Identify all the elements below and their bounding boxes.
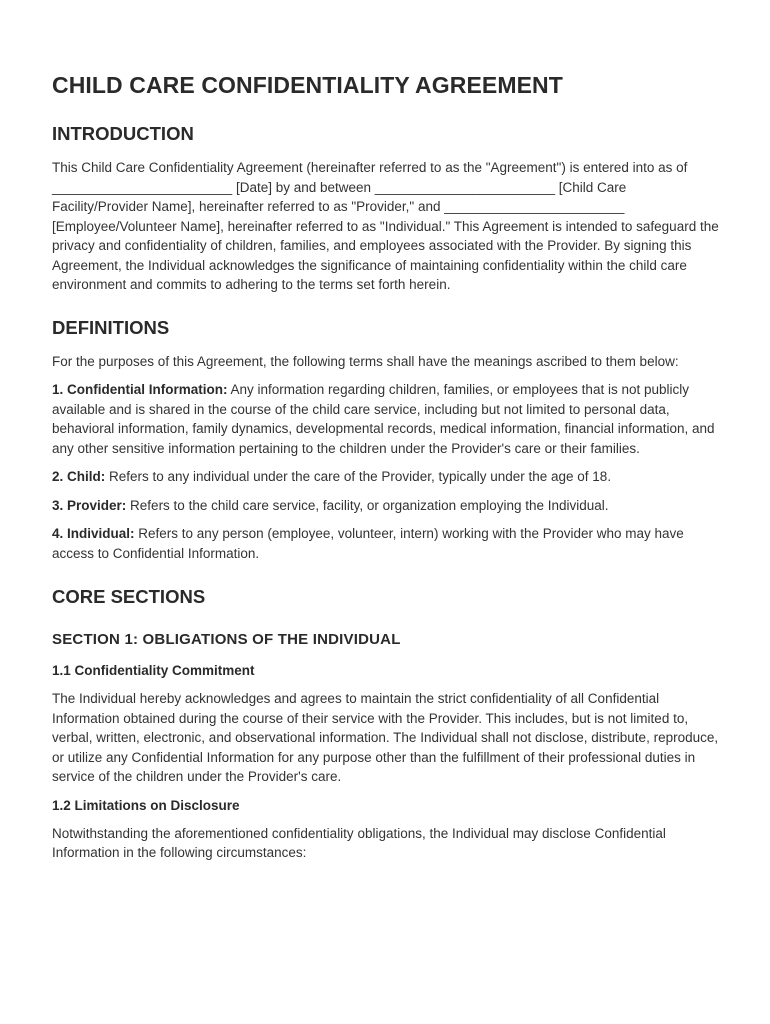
document-title: CHILD CARE CONFIDENTIALITY AGREEMENT [52, 72, 563, 98]
definition-provider [52, 496, 722, 516]
core-sections-heading: CORE SECTIONS [52, 586, 206, 607]
definition-term: 3. Provider: [52, 497, 127, 513]
introduction-heading: INTRODUCTION [52, 123, 194, 144]
subsection-1-1-heading: 1.1 Confidentiality Commitment [52, 663, 255, 678]
definition-confidential-information [52, 380, 722, 458]
definition-text: Refers to the child care service, facility, or organization employing the Individual. [130, 497, 609, 513]
definition-term: 2. Child: [52, 469, 106, 484]
definition-term: 4. Individual: [52, 526, 135, 541]
subsection-1-2-heading: 1.2 Limitations on Disclosure [52, 797, 240, 813]
definition-term: 1. Confidential Information: [52, 382, 228, 397]
definition-child [52, 467, 722, 487]
definitions-intro: For the purposes of this Agreement, the following terms shall have the meanings ascribed to them below: [52, 353, 679, 369]
subsection-1-2-paragraph: Notwithstanding the aforementioned confidentiality obligations, the Individual may disclose Confidential Information in the following circumstances: [52, 825, 666, 860]
introduction-paragraph: This Child Care Confidentiality Agreement (hereinafter referred to as the "Agreement") is entered into as of ________________________ [Date] by and between ________________________ [Child Care Facility/Provider Name], hereinafter referred to as "Provider," and ________________________ [Employee/Volunteer Name], hereinafter referred to as "Individual." This Agreement is intended to safeguard the privacy and confidentiality of children, families, and employees associated with the Provider. By signing this Agreement, the Individual acknowledges the significance of maintaining confidentiality within the child care environment and commits to adhering to the terms set forth herein. [52, 160, 719, 292]
definition-text: Refers to any individual under the care of the Provider, typically under the age of 18. [109, 469, 612, 484]
definition-text: Refers to any person (employee, volunteer, intern) working with the Provider who may have access to Confidential Information. [52, 526, 684, 561]
definitions-heading: DEFINITIONS [52, 316, 170, 338]
subsection-1-1-paragraph: The Individual hereby acknowledges and agrees to maintain the strict confidentiality of all Confidential Information obtained during the course of their service with the Provider. This includes, but is not limited to, verbal, written, electronic, and observational information. The Individual shall not disclose, distribute, reproduce, or utilize any Confidential Information for any purpose other than the fulfillment of their professional duties in service of the children under the Provider's care. [52, 691, 719, 784]
document-page [52, 70, 722, 863]
definition-individual [52, 524, 722, 563]
definition-text: Any information regarding children, families, or employees that is not publicly available and is shared in the course of the child care service, including but not limited to personal data, behavioral information, family dynamics, developmental records, medical information, financial information, and any other sensitive information pertaining to the children under the Provider's care or their families. [52, 382, 715, 456]
section-1-heading: SECTION 1: OBLIGATIONS OF THE INDIVIDUAL [52, 631, 401, 648]
